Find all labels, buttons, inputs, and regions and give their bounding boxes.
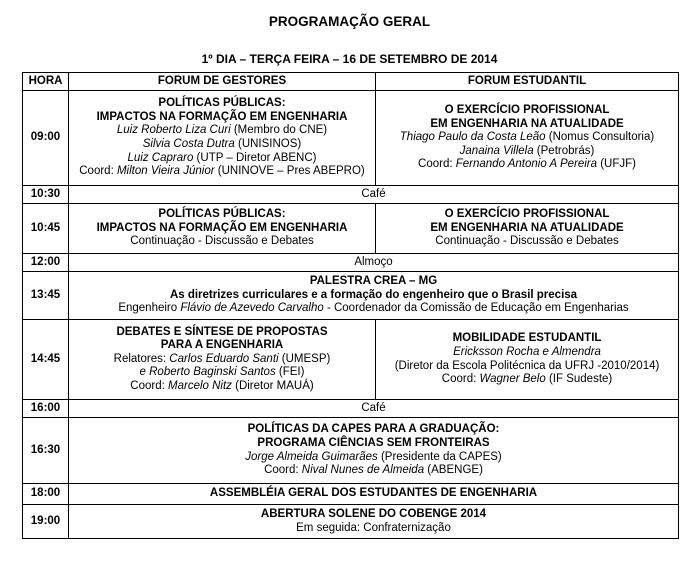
schedule-table <box>22 72 679 539</box>
session-cell-estudantil <box>376 320 679 400</box>
coord-label: Coord: <box>130 379 169 392</box>
speaker-org: (UNISINOS) <box>234 138 302 150</box>
break-cell: Café <box>69 186 679 204</box>
break-cell: Café <box>69 400 679 418</box>
table-row <box>23 320 679 400</box>
time-cell: 09:00 <box>23 91 69 186</box>
table-row <box>23 484 679 505</box>
session-title: POLÍTICAS PÚBLICAS: <box>158 97 286 110</box>
coord-name: Nival Nunes de Almeida <box>301 464 425 477</box>
speaker-org: (Petrobrás) <box>533 144 595 157</box>
coord-label: Coord: <box>418 158 456 171</box>
session-title: MOBILIDADE ESTUDANTIL <box>452 332 602 345</box>
coordinator-line <box>378 373 676 387</box>
time-cell: 19:00 <box>23 505 69 539</box>
speaker-name: Janaina Villela <box>459 144 534 157</box>
session-cell-estudantil <box>376 204 679 254</box>
coord-label: Coord: <box>441 373 480 386</box>
speaker-name: Silvia Costa Dutra <box>142 138 235 150</box>
table-row <box>23 400 679 418</box>
coordinator-line <box>71 165 373 179</box>
session-note: Continuação - Discussão e Debates <box>435 235 619 248</box>
table-row <box>23 91 679 186</box>
coord-org: (UNINOVE – Pres ABEPRO) <box>214 165 365 178</box>
session-title: ABERTURA SOLENE DO COBENGE 2014 <box>260 507 487 520</box>
time-cell: 13:45 <box>23 272 69 320</box>
coordinator-line <box>378 158 676 172</box>
plenary-cell <box>69 418 679 484</box>
table-row <box>23 272 679 320</box>
speaker-name: Luiz Roberto Liza Curi <box>116 124 231 137</box>
coord-org: (ABENGE) <box>424 464 483 477</box>
time-cell: 12:00 <box>23 254 69 272</box>
speaker-prefix: Engenheiro <box>118 302 181 315</box>
opening-cell <box>69 505 679 539</box>
session-cell-estudantil <box>376 91 679 186</box>
session-subtitle: As diretrizes curriculares e a formação do engenheiro que o Brasil precisa <box>169 288 578 301</box>
session-title: PARA A ENGENHARIA <box>160 339 284 352</box>
coord-name: Milton Vieira Júnior <box>116 165 215 178</box>
time-cell: 14:45 <box>23 320 69 400</box>
session-title: DEBATES E SÍNTESE DE PROPOSTAS <box>116 325 328 338</box>
session-title: IMPACTOS NA FORMAÇÃO EM ENGENHARIA <box>96 221 348 234</box>
table-row <box>23 254 679 272</box>
time-cell: 10:45 <box>23 204 69 254</box>
speaker-org: (Nomus Consultoria) <box>545 131 655 144</box>
session-title: O EXERCÍCIO PROFISSIONAL <box>444 208 610 221</box>
session-title: POLÍTICAS PÚBLICAS: <box>158 208 286 221</box>
session-title: EM ENGENHARIA NA ATUALIDADE <box>430 221 624 234</box>
speaker-line <box>71 124 373 138</box>
session-note: Em seguida: Confraternização <box>296 521 451 534</box>
speaker-line <box>71 451 676 465</box>
speaker-name: Roberto Baginski Santos <box>149 366 276 379</box>
header-forum-estudantil: FORUM ESTUDANTIL <box>376 73 679 91</box>
table-row <box>23 505 679 539</box>
rapporteur-conj: e <box>139 366 150 379</box>
session-cell-gestores <box>69 320 376 400</box>
speaker-org: - Coordenador da Comissão de Educação em Engenharias <box>323 302 629 315</box>
speaker-line <box>378 131 676 145</box>
header-forum-gestores: FORUM DE GESTORES <box>69 73 376 91</box>
speaker-name: Luiz Capraro <box>127 151 194 164</box>
session-cell-gestores <box>69 204 376 254</box>
coord-name: Fernando Antonio A Pereira <box>455 158 598 171</box>
coord-label: Coord: <box>79 165 117 178</box>
speaker-line <box>71 152 373 166</box>
coord-org: (Diretor MAUÁ) <box>231 379 314 392</box>
coord-org: (IF Sudeste) <box>545 373 613 386</box>
table-row <box>23 204 679 254</box>
break-cell: Almoço <box>69 254 679 272</box>
speaker-org: (Presidente da CAPES) <box>377 450 502 463</box>
session-note: Continuação - Discussão e Debates <box>130 235 314 248</box>
table-row <box>23 418 679 484</box>
session-title: EM ENGENHARIA NA ATUALIDADE <box>430 117 624 130</box>
session-title: PROGRAMA CIÊNCIAS SEM FRONTEIRAS <box>257 436 490 449</box>
time-cell: 16:00 <box>23 400 69 418</box>
coordinator-line <box>71 464 676 478</box>
speaker-org: (Diretor da Escola Politécnica da UFRJ -2010/2014) <box>394 359 660 372</box>
table-row <box>23 186 679 204</box>
session-cell-gestores <box>69 91 376 186</box>
rapporteur-line <box>71 353 373 367</box>
speaker-org: (UMESP) <box>278 352 331 365</box>
plenary-cell <box>69 272 679 320</box>
speaker-name: Jorge Almeida Guimarães <box>245 450 378 463</box>
speaker-name: Carlos Eduardo Santi <box>169 352 279 365</box>
speaker-name: Flávio de Azevedo Carvalho <box>180 302 324 315</box>
speaker-line <box>378 145 676 159</box>
time-cell: 16:30 <box>23 418 69 484</box>
coord-name: Wagner Belo <box>479 373 546 386</box>
day-subtitle: 1º DIA – TERÇA FEIRA – 16 DE SETEMBRO DE 2014 <box>201 52 498 66</box>
time-cell: 18:00 <box>23 484 69 505</box>
speaker-org: (Membro do CNE) <box>230 124 328 137</box>
time-cell: 10:30 <box>23 186 69 204</box>
speaker-name: Thiago Paulo da Costa Leão <box>399 131 546 144</box>
coord-name: Marcelo Nitz <box>168 379 232 392</box>
header-row <box>23 73 679 91</box>
rapporteur-label: Relatores: <box>113 352 170 365</box>
speaker-name: Ericksson Rocha e Almendra <box>453 345 601 358</box>
speaker-line <box>71 302 676 316</box>
speaker-org: (FEI) <box>275 366 305 379</box>
header-hora: HORA <box>23 73 69 91</box>
coord-org: (UFJF) <box>597 158 636 171</box>
session-title: PALESTRA CREA – MG <box>309 275 438 288</box>
assembly-cell: ASSEMBLÉIA GERAL DOS ESTUDANTES DE ENGENHARIA <box>69 484 679 505</box>
session-title: O EXERCÍCIO PROFISSIONAL <box>444 104 610 117</box>
session-title: IMPACTOS NA FORMAÇÃO EM ENGENHARIA <box>96 110 348 123</box>
coordinator-line <box>71 380 373 394</box>
session-title: POLÍTICAS DA CAPES PARA A GRADUAÇÃO: <box>247 423 500 436</box>
rapporteur-line <box>71 366 373 380</box>
speaker-line <box>71 138 373 152</box>
page-title: PROGRAMAÇÃO GERAL <box>268 14 431 29</box>
coord-label: Coord: <box>264 464 302 477</box>
speaker-org: (UTP – Diretor ABENC) <box>193 151 317 164</box>
